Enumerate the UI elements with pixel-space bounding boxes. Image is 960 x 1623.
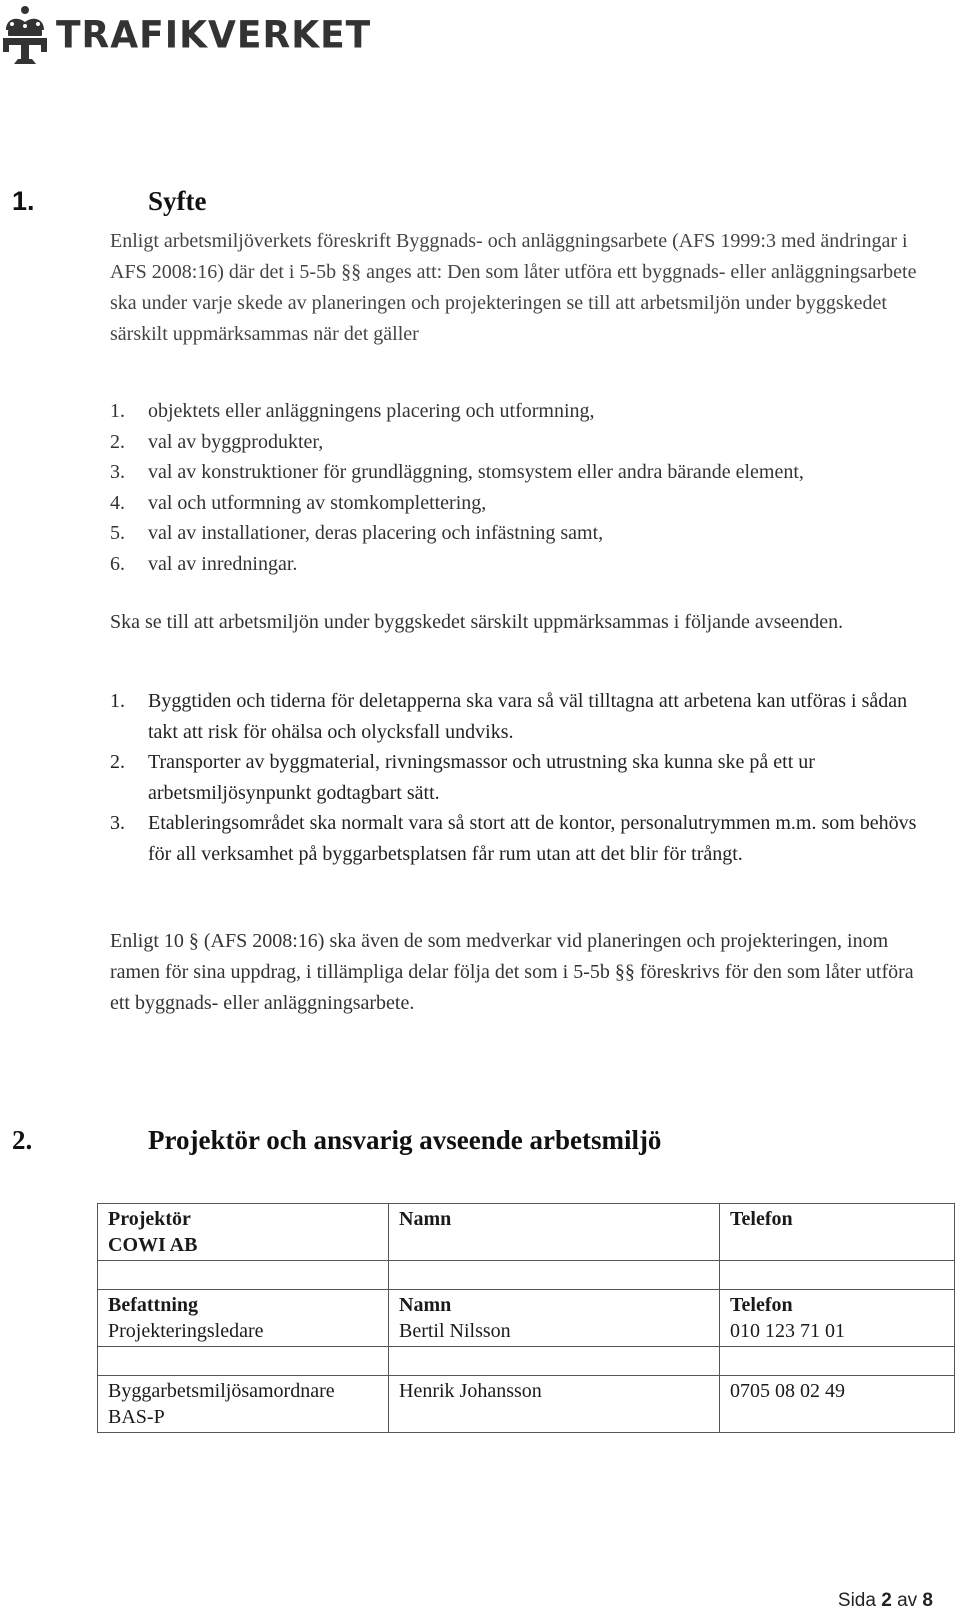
table-cell: 0705 08 02 49 <box>730 1380 845 1402</box>
table-row <box>98 1347 955 1376</box>
responsibility-table <box>97 1203 955 1433</box>
table-row <box>98 1204 955 1261</box>
enligt-paragraph: Enligt 10 § (AFS 2008:16) ska även de som medverkar vid planeringen och projekteringen, inom ramen för sina uppdrag, i tillämpliga delar följa det som i 5-5b §§ föreskrivs för den som låter utföra ett byggnads- eller anläggningsarbete. <box>110 930 914 1014</box>
intro-paragraph: Enligt arbetsmiljöverkets föreskrift Byggnads- och anläggningsarbete (AFS 1999:3 med ändringar i AFS 2008:16) där det i 5-5b §§ anges att: Den som låter utföra ett byggnads- eller anläggningsarbete ska under varje skede av planeringen och projekteringen se till att arbetsmiljön under byggskedet särskilt uppmärksammas när det gäller <box>110 230 917 345</box>
section-2-heading <box>12 1125 661 1156</box>
planning-list <box>110 396 804 579</box>
table-cell: Henrik Johansson <box>399 1380 542 1402</box>
list-item: 6. val av inredningar. <box>110 552 298 575</box>
header-cell: Telefon <box>730 1208 793 1230</box>
page-number: Sida 2 av 8 <box>837 1590 933 1611</box>
list-item: 3. Etableringsområdet ska normalt vara så stort att de kontor, personalutrymmen m.m. som behövs för all verksamhet på byggarbetsplatsen får rum utan att det blir för trångt. <box>110 812 917 865</box>
crown-icon <box>0 4 50 66</box>
section-number: 1. <box>12 186 35 216</box>
list-item: 3. val av konstruktioner för grundläggning, stomsystem eller andra bärande element, <box>110 461 804 483</box>
header-cell: Namn <box>399 1208 452 1230</box>
table-row <box>98 1290 955 1347</box>
header-cell: Telefon <box>730 1294 793 1316</box>
list-item: 2. Transporter av byggmaterial, rivningsmassor och utrustning ska kunna ske på ett ur arbetsmiljösynpunkt godtagbart sätt. <box>110 751 815 804</box>
table-row <box>98 1261 955 1290</box>
table-cell: COWI AB <box>108 1234 198 1256</box>
list-item: 4. val och utformning av stomkomplettering, <box>110 491 487 514</box>
table-cell: Bertil Nilsson <box>399 1320 511 1342</box>
header-cell: Namn <box>399 1294 452 1316</box>
section-number: 2. <box>12 1125 33 1155</box>
table-cell: BAS-P <box>108 1406 165 1428</box>
header-cell: Projektör <box>108 1208 191 1230</box>
table-cell: Projekteringsledare <box>108 1320 264 1342</box>
ska-paragraph: Ska se till att arbetsmiljön under byggskedet särskilt uppmärksammas i följande avseenden. <box>110 611 844 633</box>
list-item: 5. val av installationer, deras placering och infästning samt, <box>110 522 604 544</box>
table-row <box>98 1376 955 1433</box>
header-cell: Befattning <box>108 1294 198 1316</box>
section-title: Syfte <box>148 186 207 216</box>
logo-text: TRAFIKVERKET <box>56 13 372 57</box>
list-item: 1. Byggtiden och tiderna för deletapperna ska vara så väl tilltagna att arbetena kan utföras i sådan takt att risk för ohälsa och olycksfall undviks. <box>110 690 908 743</box>
section-title: Projektör och ansvarig avseende arbetsmiljö <box>148 1125 662 1155</box>
trafikverket-logo <box>0 2 371 68</box>
list-item: 2. val av byggprodukter, <box>110 430 324 453</box>
table-cell: 010 123 71 01 <box>730 1320 845 1342</box>
section-1-heading <box>12 186 206 217</box>
table-cell: Byggarbetsmiljösamordnare <box>108 1380 335 1402</box>
list-item: 1. objektets eller anläggningens placering och utformning, <box>110 400 595 422</box>
respects-list <box>110 686 930 869</box>
